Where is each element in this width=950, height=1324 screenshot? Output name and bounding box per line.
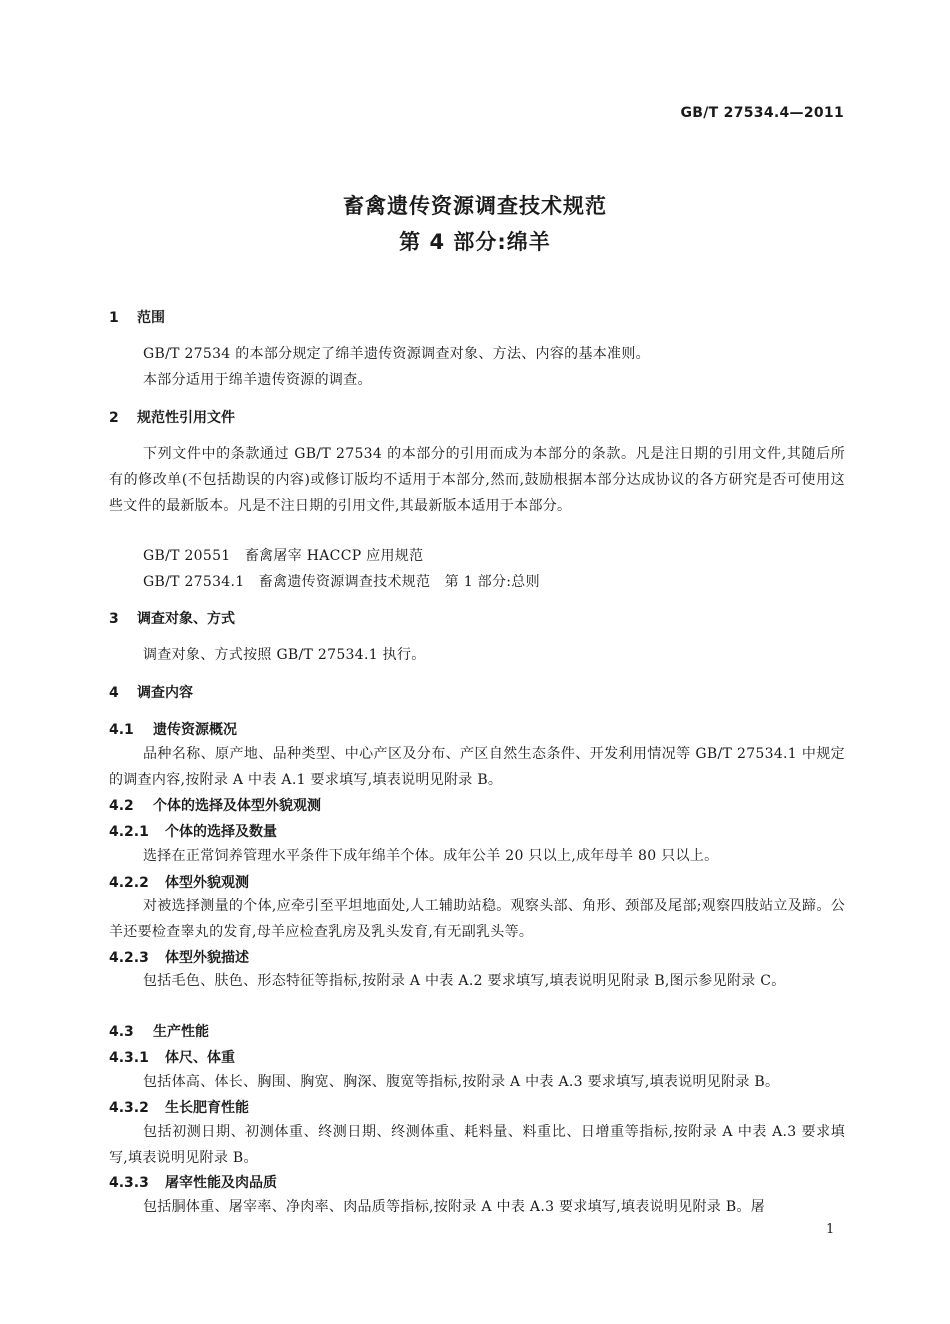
section-title: 体型外貌描述	[165, 950, 249, 966]
paragraph: 包括胴体重、屠宰率、净肉率、肉品质等指标,按附录 A 中表 A.3 要求填写,填表说明见附录 B。屠	[143, 1199, 766, 1215]
section-number: 4.2.2	[109, 875, 149, 891]
section-number: 4.2.1	[109, 824, 149, 840]
paragraph: 包括毛色、肤色、形态特征等指标,按附录 A 中表 A.2 要求填写,填表说明见附录 B,图示参见附录 C。	[143, 973, 786, 989]
section-number: 4.3.2	[109, 1100, 149, 1116]
reference-item: GB/T 27534.1 畜禽遗传资源调查技术规范 第 1 部分:总则	[143, 574, 540, 590]
section-4-2-3-heading	[109, 947, 249, 967]
section-4-2-2-heading	[109, 872, 249, 892]
paragraph: 调查对象、方式按照 GB/T 27534.1 执行。	[143, 647, 426, 663]
section-number: 4.2.3	[109, 950, 149, 966]
section-4-3-3-heading	[109, 1172, 277, 1192]
section-number: 4.3	[109, 1024, 134, 1040]
section-title: 规范性引用文件	[137, 410, 235, 426]
section-4-1-heading	[109, 719, 237, 739]
section-title: 体尺、体重	[165, 1050, 235, 1066]
section-number: 4.3.1	[109, 1050, 149, 1066]
paragraph: 品种名称、原产地、品种类型、中心产区及分布、产区自然生态条件、开发利用情况等 GB/T 27534.1 中规定的调查内容,按附录 A 中表 A.1 要求填写,填表说明见附录 B。	[109, 746, 845, 788]
section-4-3-2-heading	[109, 1097, 249, 1117]
section-title: 屠宰性能及肉品质	[165, 1175, 277, 1191]
section-title: 体型外貌观测	[165, 875, 249, 891]
section-3-heading	[109, 608, 235, 628]
paragraph: 对被选择测量的个体,应牵引至平坦地面处,人工辅助站稳。观察头部、角形、颈部及尾部;观察四肢站立及蹄。公羊还要检查睾丸的发育,母羊应检查乳房及乳头发育,有无副乳头等。	[109, 898, 845, 940]
section-2-heading	[109, 407, 235, 427]
reference-item: GB/T 20551 畜禽屠宰 HACCP 应用规范	[143, 548, 424, 564]
paragraph: GB/T 27534 的本部分规定了绵羊遗传资源调查对象、方法、内容的基本准则。	[143, 346, 650, 362]
section-number: 1	[109, 310, 119, 326]
section-4-heading	[109, 682, 193, 702]
standard-code: GB/T 27534.4—2011	[680, 105, 844, 121]
section-title: 遗传资源概况	[153, 722, 237, 738]
paragraph: 选择在正常饲养管理水平条件下成年绵羊个体。成年公羊 20 只以上,成年母羊 80 只以上。	[143, 848, 719, 864]
section-4-3-heading	[109, 1021, 209, 1041]
document-title: 畜禽遗传资源调查技术规范	[343, 194, 607, 218]
paragraph: 包括初测日期、初测体重、终测日期、终测体重、耗料量、料重比、日增重等指标,按附录 A 中表 A.3 要求填写,填表说明见附录 B。	[109, 1124, 845, 1166]
section-title: 调查对象、方式	[137, 611, 235, 627]
section-title: 生产性能	[153, 1024, 209, 1040]
section-title: 个体的选择及数量	[165, 824, 277, 840]
section-4-3-1-heading	[109, 1047, 235, 1067]
section-4-2-1-heading	[109, 821, 277, 841]
section-title: 范围	[137, 310, 165, 326]
paragraph: 下列文件中的条款通过 GB/T 27534 的本部分的引用而成为本部分的条款。凡是注日期的引用文件,其随后所有的修改单(不包括勘误的内容)或修订版均不适用于本部分,然而,鼓励根据本部分达成协议的各方研究是否可使用这些文件的最新版本。凡是不注日期的引用文件,其最新版本适用于本部分。	[109, 446, 845, 514]
document-subtitle: 第 4 部分:绵羊	[399, 230, 551, 254]
section-title: 个体的选择及体型外貌观测	[153, 798, 321, 814]
section-number: 4.1	[109, 722, 134, 738]
paragraph: 本部分适用于绵羊遗传资源的调查。	[143, 372, 372, 388]
page-number: 1	[826, 1222, 835, 1237]
section-number: 4.3.3	[109, 1175, 149, 1191]
section-number: 4.2	[109, 798, 134, 814]
section-number: 4	[109, 685, 119, 701]
paragraph: 包括体高、体长、胸围、胸宽、胸深、腹宽等指标,按附录 A 中表 A.3 要求填写,填表说明见附录 B。	[143, 1074, 780, 1090]
section-number: 3	[109, 611, 119, 627]
section-4-2-heading	[109, 795, 321, 815]
section-number: 2	[109, 410, 119, 426]
section-title: 调查内容	[137, 685, 193, 701]
section-title: 生长肥育性能	[165, 1100, 249, 1116]
section-1-heading	[109, 307, 165, 327]
